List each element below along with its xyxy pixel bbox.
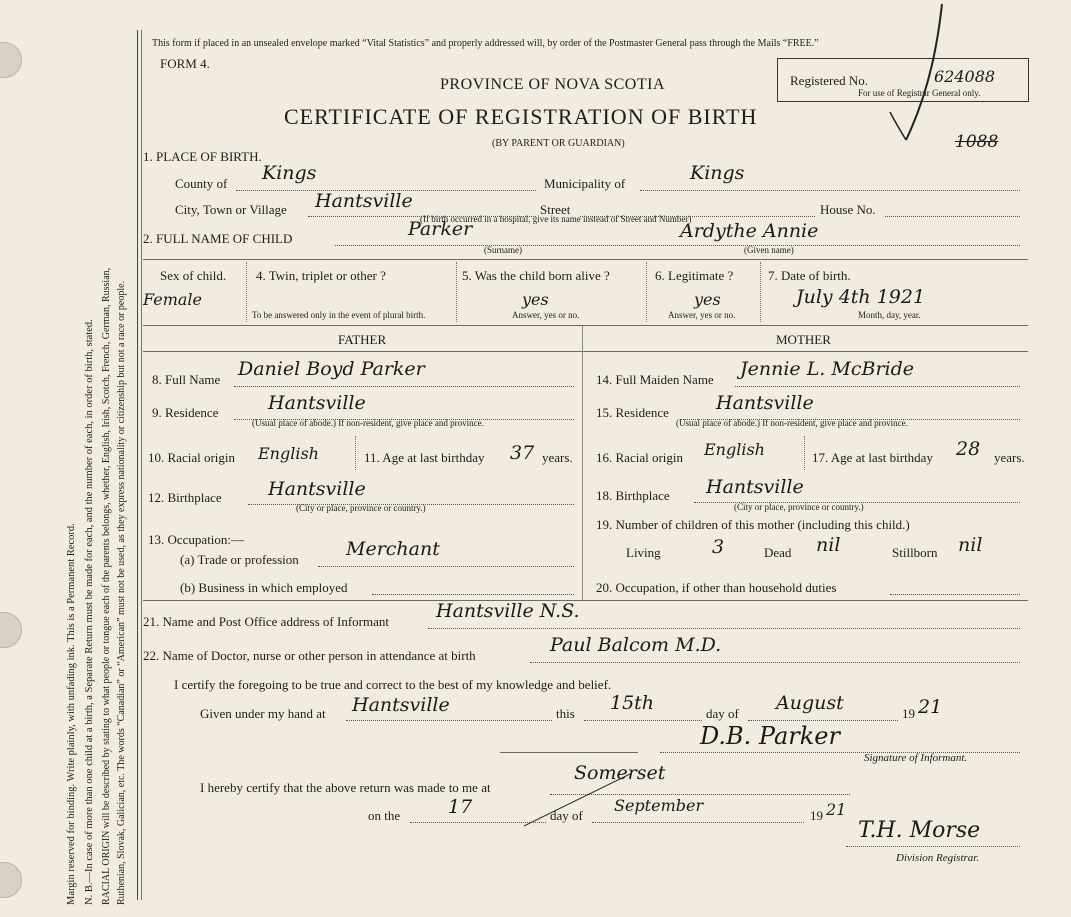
house-line	[885, 216, 1020, 217]
place-heading: 1. PLACE OF BIRTH.	[143, 149, 262, 164]
col-divider	[646, 262, 647, 322]
father-years: years.	[542, 450, 573, 465]
mail-notice: This form if placed in an unsealed envelope marked “Vital Statistics” and properly addressed will, by order of the Postmaster General pass through the Mails “FREE.”	[152, 38, 819, 49]
municipality-label: Municipality of	[544, 176, 626, 191]
registrar-month-value: September	[614, 796, 704, 815]
dead-label: Dead	[764, 545, 792, 560]
form-number: FORM 4.	[160, 56, 210, 71]
father-name-line	[234, 386, 574, 387]
stillborn-label: Stillborn	[892, 545, 938, 560]
parent-divider	[582, 326, 583, 601]
margin-rule	[137, 30, 138, 900]
dead-value: nil	[816, 534, 841, 556]
child-given-value: Ardythe Annie	[680, 220, 819, 242]
given-month-line	[748, 720, 898, 721]
legit-label: 6. Legitimate ?	[655, 268, 734, 283]
mother-name-label: 14. Full Maiden Name	[596, 372, 714, 387]
city-value: Hantsville	[315, 190, 413, 212]
punch-hole	[0, 862, 22, 898]
punch-hole	[0, 42, 22, 78]
father-age-label: 11. Age at last birthday	[364, 450, 485, 465]
registrar-signature-label: Division Registrar.	[896, 852, 980, 864]
living-label: Living	[626, 545, 661, 560]
mother-res-note: (Usual place of abode.) If non-resident, give place and province.	[676, 418, 908, 428]
this-label: this	[556, 706, 575, 721]
municipality-line	[640, 190, 1020, 191]
registrar-month-line	[592, 822, 804, 823]
alive-label: 5. Was the child born alive ?	[462, 268, 610, 283]
given-day-line	[584, 720, 702, 721]
father-trade-label: (a) Trade or profession	[180, 552, 299, 567]
mother-birthplace-label: 18. Birthplace	[596, 488, 670, 503]
signature-rule	[500, 752, 638, 753]
row-rule	[143, 259, 1028, 260]
mother-name-value: Jennie L. McBride	[740, 358, 915, 380]
child-name-line	[335, 245, 1020, 246]
municipality-value: Kings	[690, 162, 745, 184]
mother-children-label: 19. Number of children of this mother (including this child.)	[596, 517, 910, 532]
mother-age-value: 28	[956, 438, 981, 460]
father-racial-value: English	[258, 444, 319, 463]
row-rule	[143, 351, 1028, 352]
mother-racial-label: 16. Racial origin	[596, 450, 684, 465]
given-month-value: August	[776, 692, 844, 714]
pen-stroke	[880, 0, 950, 150]
binding-margin	[0, 0, 142, 917]
margin-rule-inner	[141, 30, 142, 900]
father-birthplace-value: Hantsville	[268, 478, 366, 500]
row-rule	[143, 600, 1028, 601]
alive-note: Answer, yes or no.	[512, 310, 580, 320]
certificate-title: CERTIFICATE OF REGISTRATION OF BIRTH	[284, 104, 758, 129]
registered-label: Registered No.	[790, 73, 868, 88]
hospital-note: (If birth occurred in a hospital, give its name instead of Street and Number)	[420, 214, 692, 224]
stillborn-value: nil	[958, 534, 983, 556]
father-res-label: 9. Residence	[152, 405, 219, 420]
mother-birthplace-value: Hantsville	[706, 476, 804, 498]
given-place-line	[346, 720, 552, 721]
date-label: 7. Date of birth.	[768, 268, 851, 283]
informant-label: 21. Name and Post Office address of Informant	[143, 614, 389, 629]
father-occ-label: 13. Occupation:—	[148, 532, 245, 547]
registered-number: 624088	[934, 67, 996, 86]
mother-occ-line	[890, 594, 1020, 595]
informant-signature: D.B. Parker	[700, 722, 840, 750]
father-res-value: Hantsville	[268, 392, 366, 414]
registrar-year-prefix: 19	[810, 808, 823, 823]
margin-note-3: RACIAL ORIGIN will be described by stating to what people or tongue each of the parents belongs, whether, English, Irish, Scotch, French, German, Russian,	[101, 267, 112, 905]
county-label: County of	[175, 176, 228, 191]
mother-age-label: 17. Age at last birthday	[812, 450, 933, 465]
city-label: City, Town or Village	[175, 202, 287, 217]
col-divider	[760, 262, 761, 322]
punch-hole	[0, 612, 22, 648]
informant-signature-label: Signature of Informant.	[864, 752, 968, 764]
father-res-note: (Usual place of abode.) If non-resident, give place and province.	[252, 418, 484, 428]
given-dayof-label: day of	[706, 706, 739, 721]
child-surname-value: Parker	[408, 218, 473, 240]
margin-note-4: Ruthenian, Slovak, Galician, etc. The words “Canadian” or “American” must not be used, as they express nationality or citizenship but not a race or people.	[116, 280, 127, 905]
margin-note-1: Margin reserved for binding. Write plainly, with unfading ink. This is a Permanent Record.	[66, 523, 77, 905]
row-rule	[143, 325, 1028, 326]
col-divider	[456, 262, 457, 322]
col-divider	[246, 262, 247, 322]
doctor-line	[530, 662, 1020, 663]
registrar-day-line	[410, 822, 546, 823]
registrar-place-value: Somerset	[574, 762, 666, 784]
father-birthplace-note: (City or place, province or country.)	[296, 503, 426, 513]
margin-note-2: N. B.—In case of more than one child at a birth, a Separate Return must be made for each, and the number of each, in order of birth, stated.	[84, 319, 95, 905]
given-day-value: 15th	[610, 692, 655, 714]
house-label: House No.	[820, 202, 876, 217]
mother-res-value: Hantsville	[716, 392, 814, 414]
given-place-value: Hantsville	[352, 694, 450, 716]
father-heading: FATHER	[338, 332, 387, 347]
col-divider	[804, 436, 805, 470]
informant-line	[428, 628, 1020, 629]
doctor-label: 22. Name of Doctor, nurse or other person in attendance at birth	[143, 648, 476, 663]
street-label: Street	[540, 202, 571, 217]
father-business-line	[372, 594, 574, 595]
doctor-value: Paul Balcom M.D.	[550, 634, 722, 656]
father-business-label: (b) Business in which employed	[180, 580, 348, 595]
informant-value: Hantsville N.S.	[436, 600, 580, 622]
given-year-suffix: 21	[918, 696, 943, 718]
mother-heading: MOTHER	[776, 332, 831, 347]
sex-label: Sex of child.	[160, 268, 227, 283]
given-under-label: Given under my hand at	[200, 706, 326, 721]
sex-value: Female	[143, 290, 202, 309]
registrar-certify: I hereby certify that the above return was made to me at	[200, 780, 491, 795]
twin-note: To be answered only in the event of plural birth.	[252, 310, 426, 320]
mother-racial-value: English	[704, 440, 765, 459]
given-year-prefix: 19	[902, 706, 915, 721]
struck-number: 1088	[955, 132, 999, 152]
legit-value: yes	[694, 290, 721, 309]
mother-years: years.	[994, 450, 1025, 465]
date-note: Month, day, year.	[858, 310, 921, 320]
informant-certify: I certify the foregoing to be true and correct to the best of my knowledge and belief.	[174, 677, 612, 692]
father-birthplace-label: 12. Birthplace	[148, 490, 222, 505]
legit-note: Answer, yes or no.	[668, 310, 736, 320]
registrar-day-value: 17	[448, 796, 473, 818]
registrar-use-note: For use of Registrar General only.	[858, 88, 981, 98]
father-trade-line	[318, 566, 574, 567]
father-racial-label: 10. Racial origin	[148, 450, 236, 465]
registrar-signature: T.H. Morse	[858, 818, 981, 843]
mother-res-label: 15. Residence	[596, 405, 669, 420]
twin-label: 4. Twin, triplet or other ?	[256, 268, 386, 283]
alive-value: yes	[522, 290, 549, 309]
date-value: July 4th 1921	[796, 286, 926, 308]
province-title: PROVINCE OF NOVA SCOTIA	[440, 76, 666, 93]
registrar-signature-line	[846, 846, 1020, 847]
certificate-subtitle: (BY PARENT OR GUARDIAN)	[492, 138, 625, 149]
child-name-label: 2. FULL NAME OF CHILD	[143, 231, 293, 246]
county-value: Kings	[262, 162, 317, 184]
onthe-label: on the	[368, 808, 401, 823]
mother-occ-label: 20. Occupation, if other than household duties	[596, 580, 837, 595]
father-name-value: Daniel Boyd Parker	[238, 358, 425, 380]
father-trade-value: Merchant	[346, 538, 440, 560]
col-divider	[355, 436, 356, 470]
living-value: 3	[712, 536, 725, 558]
surname-note: (Surname)	[484, 245, 522, 255]
father-age-value: 37	[510, 442, 535, 464]
mother-name-line	[735, 386, 1020, 387]
father-name-label: 8. Full Name	[152, 372, 221, 387]
mother-birthplace-note: (City or place, province or country.)	[734, 502, 864, 512]
registrar-year-suffix: 21	[826, 800, 847, 819]
given-note: (Given name)	[744, 245, 794, 255]
registrar-dayof-label: day of	[550, 808, 583, 823]
